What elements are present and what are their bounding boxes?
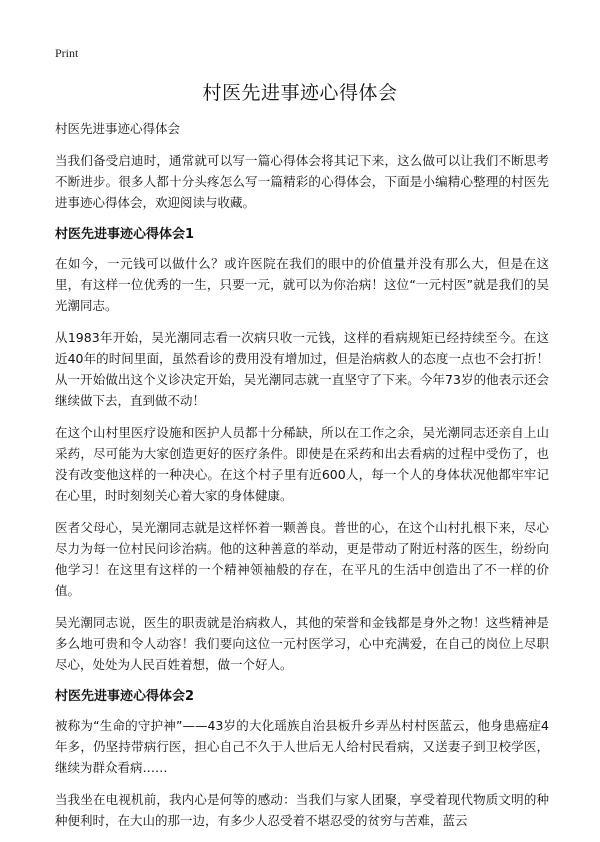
paragraph: 被称为“生命的守护神”——43岁的大化瑶族自治县板升乡弄丛村村医蓝云，他身患癌症4年多，仍坚持带病行医，担心自己不久于人世后无人给村民看病，又送妻子到卫校学医，继续为群众看病…… xyxy=(55,718,549,775)
article-subtitle: 村医先进事迹心得体会 xyxy=(55,121,181,136)
page-title: 村医先进事迹心得体会 xyxy=(202,82,398,104)
print-link[interactable]: Print xyxy=(55,46,79,60)
section-heading-1: 村医先进事迹心得体会1 xyxy=(55,227,195,242)
section-heading-2: 村医先进事迹心得体会2 xyxy=(55,689,195,704)
article-body xyxy=(55,118,549,842)
paragraph: 在这个山村里医疗设施和医护人员都十分稀缺，所以在工作之余，吴光潮同志还亲自上山采药，尽可能为大家创造更好的医疗条件。即使是在采药和出去看病的过程中受伤了，也没有改变他这样的一种决心。在这个村子里有近600人，每一个人的身体状况他都牢牢记在心里，时时刻刻关心着大家的身体健康。 xyxy=(55,425,549,503)
paragraph: 医者父母心，吴光潮同志就是这样怀着一颗善良。普世的心，在这个山村扎根下来，尽心尽力为每一位村民问诊治病。他的这种善意的举动，更是带动了附近村落的医生，纷纷向他学习！在这里有这样的一个精神领袖般的存在，在平凡的生活中创造出了不一样的价值。 xyxy=(55,520,549,598)
paragraph: 从1983年开始，吴光潮同志看一次病只收一元钱，这样的看病规矩已经持续至今。在这近40年的时间里面，虽然看诊的费用没有增加过，但是治病救人的态度一点也不会打折！从一开始做出这个义诊决定开始，吴光潮同志就一直坚守了下来。今年73岁的他表示还会继续做下去，直到做不动！ xyxy=(55,330,549,408)
paragraph: 在如今，一元钱可以做什么？或许医院在我们的眼中的价值量并没有那么大，但是在这里，有这样一位优秀的一生，只要一元，就可以为你治病！这位“一元村医”就是我们的吴光潮同志。 xyxy=(55,256,549,313)
paragraph: 吴光潮同志说，医生的职责就是治病救人，其他的荣誉和金钱都是身外之物！这些精神是多么地可贵和令人动容！我们要向这位一元村医学习，心中充满爱，在自己的岗位上尽职尽心，处处为人民百姓着想，做一个好人。 xyxy=(55,615,549,672)
paragraph: 当我坐在电视机前，我内心是何等的感动：当我们与家人团聚，享受着现代物质文明的种种便利时，在大山的那一边，有多少人忍受着不堪忍受的贫穷与苦难，蓝云 xyxy=(55,792,549,828)
intro-paragraph: 当我们备受启迪时，通常就可以写一篇心得体会将其记下来，这么做可以让我们不断思考不断进步。很多人都十分头疼怎么写一篇精彩的心得体会，下面是小编精心整理的村医先进事迹心得体会，欢迎阅读与收藏。 xyxy=(55,153,549,210)
